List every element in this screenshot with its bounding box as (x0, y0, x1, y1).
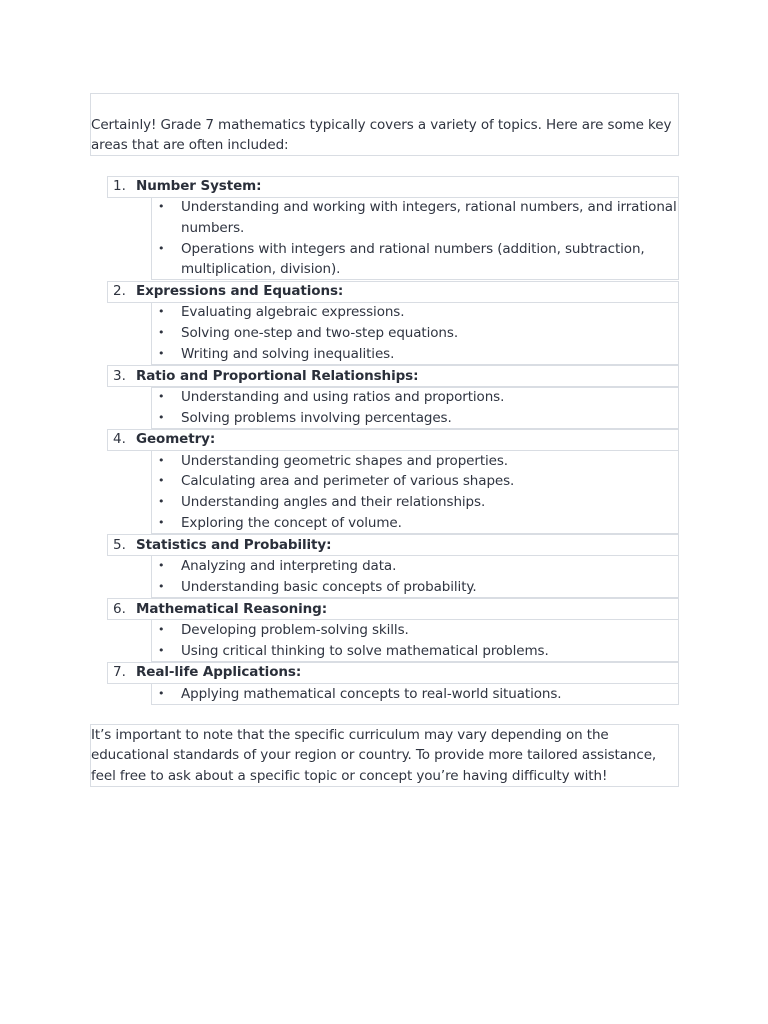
bullet-icon: • (158, 347, 165, 360)
bullet-icon: • (158, 644, 165, 657)
topic-title: Ratio and Proportional Relationships: (136, 368, 419, 384)
topic-title: Number System: (136, 178, 262, 194)
topic-title: Real-life Applications: (136, 664, 302, 680)
intro-line: areas that are often included: (91, 137, 289, 153)
list-item: Applying mathematical concepts to real-world situations. (181, 686, 562, 702)
topic-title: Mathematical Reasoning: (136, 601, 328, 617)
intro-line: Certainly! Grade 7 mathematics typically covers a variety of topics. Here are some key (91, 117, 672, 133)
list-item: Operations with integers and rational numbers (addition, subtraction, (181, 241, 645, 257)
bullet-icon: • (158, 242, 165, 255)
list-item: Solving one-step and two-step equations. (181, 325, 459, 341)
list-item: Understanding geometric shapes and properties. (181, 453, 508, 469)
bullet-icon: • (158, 687, 165, 700)
topic-title: Statistics and Probability: (136, 537, 332, 553)
list-item: multiplication, division). (181, 261, 341, 277)
bullet-icon: • (158, 326, 165, 339)
topic-number: 5. (113, 537, 126, 553)
list-item: Calculating area and perimeter of various shapes. (181, 473, 515, 489)
list-item: Exploring the concept of volume. (181, 515, 402, 531)
bullet-icon: • (158, 516, 165, 529)
list-item: Understanding basic concepts of probability. (181, 579, 477, 595)
list-item: numbers. (181, 220, 245, 236)
bullet-icon: • (158, 495, 165, 508)
list-item: Developing problem-solving skills. (181, 622, 409, 638)
list-item: Understanding and using ratios and proportions. (181, 389, 505, 405)
bullet-icon: • (158, 454, 165, 467)
topic-number: 2. (113, 283, 126, 299)
outro-line: educational standards of your region or country. To provide more tailored assistance, (91, 747, 657, 763)
list-item: Solving problems involving percentages. (181, 410, 452, 426)
topic-number: 6. (113, 601, 126, 617)
bullet-icon: • (158, 623, 165, 636)
list-item: Understanding and working with integers, rational numbers, and irrational (181, 199, 677, 215)
list-item: Writing and solving inequalities. (181, 346, 395, 362)
bullet-icon: • (158, 474, 165, 487)
outro-line: It’s important to note that the specific curriculum may vary depending on the (91, 727, 609, 743)
list-item: Using critical thinking to solve mathematical problems. (181, 643, 549, 659)
topic-number: 1. (113, 178, 126, 194)
bullet-icon: • (158, 559, 165, 572)
list-item: Understanding angles and their relationships. (181, 494, 486, 510)
topic-title: Expressions and Equations: (136, 283, 344, 299)
topic-number: 4. (113, 431, 126, 447)
topic-number: 7. (113, 664, 126, 680)
list-item: Evaluating algebraic expressions. (181, 304, 405, 320)
bullet-icon: • (158, 390, 165, 403)
bullet-icon: • (158, 305, 165, 318)
bullet-icon: • (158, 580, 165, 593)
bullet-icon: • (158, 411, 165, 424)
list-item: Analyzing and interpreting data. (181, 558, 397, 574)
outro-line: feel free to ask about a specific topic or concept you’re having difficulty with! (91, 768, 608, 784)
topic-title: Geometry: (136, 431, 216, 447)
bullet-icon: • (158, 200, 165, 213)
topic-number: 3. (113, 368, 126, 384)
